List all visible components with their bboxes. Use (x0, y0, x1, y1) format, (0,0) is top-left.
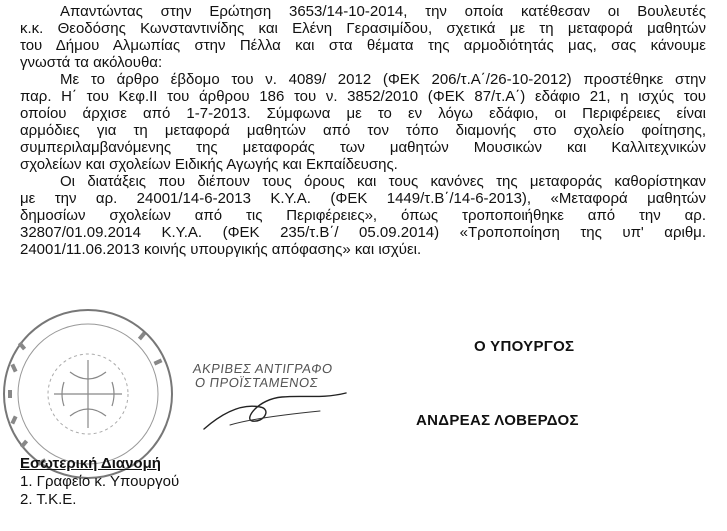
signatory-name: ΑΝΔΡΕΑΣ ΛΟΒΕΡΔΟΣ (416, 412, 579, 429)
handwritten-signature (200, 385, 350, 440)
body-line: Με το άρθρο έβδομο του ν. 4089/ 2012 (ΦΕΚ 206/τ.Α΄/26-10-2012) προστέθηκε στην (60, 71, 706, 88)
body-line: συμπεριλαμβανόμενης της μεταφοράς των μαθητών Μουσικών και Καλλιτεχνικών (20, 139, 706, 156)
body-line: παρ. Η΄ του Κεφ.ΙΙ του άρθρου 186 του ν. 3852/2010 (ΦΕΚ 87/τ.Α΄) εδάφιο 21, η ισχύς του (20, 88, 706, 105)
body-line: γνωστά τα ακόλουθα: (20, 54, 163, 71)
body-line: κ.κ. Θεοδόσης Κωνσταντινίδης και Ελένη Γερασιμίδου, σχετικά με τη μεταφορά μαθητών (20, 20, 706, 37)
distribution-item: 2. Τ.Κ.Ε. (20, 491, 77, 508)
body-line: 24001/11.06.2013 κοινής υπουργικής απόφασης» και ισχύει. (20, 241, 422, 258)
body-line: δημοσίων σχολείων από τις Περιφέρειες», όπως τροποποιήθηκε από την αρ. (20, 207, 706, 224)
body-line: 32807/01.09.2014 Κ.Υ.Α. (ΦΕΚ 235/τ.Β΄/ 05.09.2014) «Τροποποίηση της υπ' αριθμ. (20, 224, 706, 241)
body-line: αρμόδιες για τη μεταφορά μαθητών από τον τόπο διαμονής στο σχολείο φοίτησης, (20, 122, 706, 139)
body-line: οποίου άρχισε από 1-7-2013. Σύμφωνα με το εν λόγω εδάφιο, οι Περιφέρειες είναι (20, 105, 706, 122)
distribution-heading: Εσωτερική Διανομή (20, 455, 161, 472)
signatory-title: Ο ΥΠΟΥΡΓΟΣ (474, 338, 575, 355)
body-line: Οι διατάξεις που διέπουν τους όρους και τους κανόνες της μεταφοράς καθορίστηκαν (60, 173, 706, 190)
body-line: με την αρ. 24001/14-6-2013 Κ.Υ.Α. (ΦΕΚ 1449/τ.Β΄/14-6-2013), «Μεταφορά μαθητών (20, 190, 706, 207)
stamp-line: ΑΚΡΙΒΕΣ ΑΝΤΙΓΡΑΦΟ (192, 361, 334, 376)
body-line: Απαντώντας στην Ερώτηση 3653/14-10-2014, την οποία κατέθεσαν οι Βουλευτές (60, 3, 706, 20)
stamp-line: Ο ΠΡΟΪΣΤΑΜΕΝΟΣ (194, 375, 320, 390)
body-line: του Δήμου Αλμωπίας στην Πέλλα και στα θέματα της αρμοδιότητάς μας, σας κάνουμε (20, 37, 706, 54)
distribution-item: 1. Γραφείο κ. Υπουργού (20, 473, 180, 490)
body-line: σχολείων και σχολείων Ειδικής Αγωγής και Εκπαίδευσης. (20, 156, 398, 173)
